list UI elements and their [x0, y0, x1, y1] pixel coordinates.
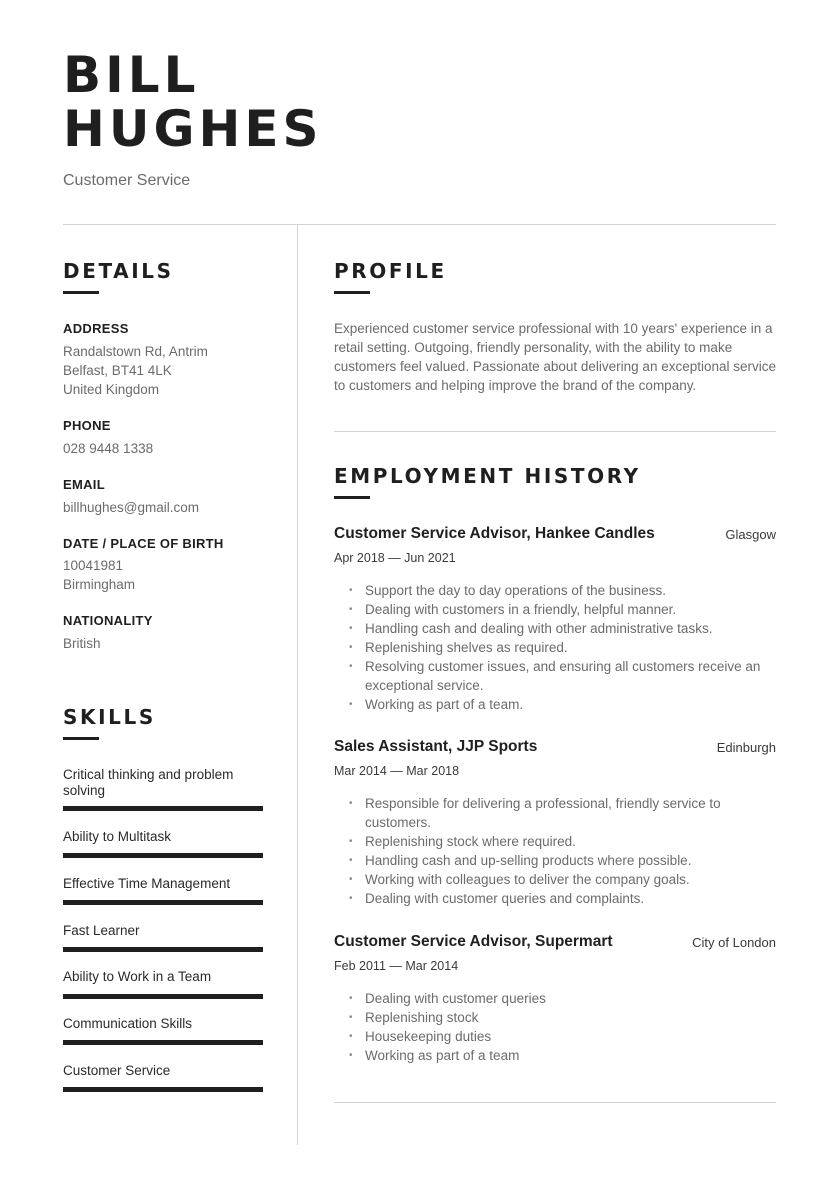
- last-name: HUGHES: [63, 100, 323, 158]
- job-title: Customer Service: [63, 172, 191, 189]
- list-item: • Replenishing stock: [334, 1008, 776, 1027]
- phone-value: 028 9448 1338: [63, 441, 154, 456]
- list-item: • Replenishing shelves as required.: [334, 638, 776, 657]
- skill-item: [63, 767, 263, 799]
- first-name: BILL: [63, 46, 200, 104]
- list-item: • Resolving customer issues, and ensuring all customers receive an exceptional service.: [334, 657, 776, 695]
- job-duties: [334, 794, 776, 908]
- birth-place: Birmingham: [63, 577, 136, 592]
- skill-level-bar: [63, 1087, 263, 1092]
- address-line-3: United Kingdom: [63, 382, 160, 397]
- list-item: • Handling cash and dealing with other administrative tasks.: [334, 619, 776, 638]
- email-value[interactable]: billhughes@gmail.com: [63, 500, 200, 515]
- birth-label: DATE / PLACE OF BIRTH: [63, 536, 224, 551]
- job-header: [334, 933, 776, 953]
- birth-date: 10041981: [63, 558, 124, 573]
- job-header: [334, 525, 776, 545]
- skill-level-bar: [63, 900, 263, 905]
- job-city: Edinburgh: [716, 740, 776, 755]
- job-dates: Mar 2014 — Mar 2018: [334, 764, 460, 778]
- job-header: [334, 738, 776, 758]
- list-item: • Replenishing stock where required.: [334, 832, 776, 851]
- skill-level-bar: [63, 947, 263, 952]
- list-item: • Housekeeping duties: [334, 1027, 776, 1046]
- job-entry: [334, 525, 776, 714]
- skill-level-bar: [63, 1040, 263, 1045]
- skill-item: [63, 1016, 263, 1032]
- list-item: • Dealing with customer queries and complaints.: [334, 889, 776, 908]
- job-role: Customer Service Advisor, Hankee Candles: [334, 525, 655, 542]
- details-heading: DETAILS: [63, 259, 174, 283]
- job-role: Customer Service Advisor, Supermart: [334, 933, 613, 950]
- job-entry: [334, 738, 776, 908]
- list-item: • Working with colleagues to deliver the company goals.: [334, 870, 776, 889]
- list-item: • Working as part of a team: [334, 1046, 776, 1065]
- skills-heading-underline: [63, 737, 99, 740]
- profile-summary: Experienced customer service professional with 10 years' experience in a retail setting. Outgoing, friendly personality, with the ability to make customers feel valued. Passionate about delivering an exceptional service to customers and helping improve the brand of the company.: [334, 321, 777, 393]
- skill-name: Fast Learner: [63, 923, 140, 938]
- address-line-2: Belfast, BT41 4LK: [63, 363, 172, 378]
- skills-heading: SKILLS: [63, 705, 156, 729]
- skill-item: [63, 923, 263, 939]
- job-dates: Feb 2011 — Mar 2014: [334, 959, 459, 973]
- job-city: City of London: [692, 935, 776, 950]
- skill-name: Critical thinking and problem solving: [63, 767, 234, 798]
- header-divider: [63, 224, 776, 225]
- skill-name: Effective Time Management: [63, 876, 231, 891]
- skill-level-bar: [63, 853, 263, 858]
- list-item: • Responsible for delivering a professional, friendly service to customers.: [334, 794, 776, 832]
- phone-label: PHONE: [63, 418, 111, 433]
- column-divider: [297, 225, 298, 1145]
- job-entry: [334, 933, 776, 1065]
- details-heading-underline: [63, 291, 99, 294]
- list-item: • Support the day to day operations of the business.: [334, 581, 776, 600]
- employment-divider: [334, 1102, 776, 1103]
- list-item: • Dealing with customers in a friendly, helpful manner.: [334, 600, 776, 619]
- birth-value: [63, 556, 135, 594]
- skill-level-bar: [63, 806, 263, 811]
- profile-divider: [334, 431, 776, 432]
- job-dates: Apr 2018 — Jun 2021: [334, 551, 456, 565]
- skill-name: Ability to Multitask: [63, 829, 172, 844]
- skill-name: Ability to Work in a Team: [63, 969, 212, 984]
- candidate-name: [63, 48, 323, 156]
- job-duties: [334, 581, 776, 714]
- profile-heading-underline: [334, 291, 370, 294]
- list-item: • Dealing with customer queries: [334, 989, 776, 1008]
- job-city: Glasgow: [725, 527, 776, 542]
- list-item: • Working as part of a team.: [334, 695, 776, 714]
- nationality-value: British: [63, 636, 101, 651]
- skill-item: [63, 1063, 263, 1079]
- nationality-label: NATIONALITY: [63, 613, 153, 628]
- skill-item: [63, 876, 263, 892]
- skill-item: [63, 969, 263, 985]
- job-role: Sales Assistant, JJP Sports: [334, 738, 538, 755]
- skill-name: Customer Service: [63, 1063, 171, 1078]
- profile-heading: PROFILE: [334, 259, 447, 283]
- email-label: EMAIL: [63, 477, 105, 492]
- skill-level-bar: [63, 994, 263, 999]
- skill-item: [63, 829, 263, 845]
- list-item: • Handling cash and up-selling products where possible.: [334, 851, 776, 870]
- skill-name: Communication Skills: [63, 1016, 193, 1031]
- job-duties: [334, 989, 776, 1065]
- employment-heading: EMPLOYMENT HISTORY: [334, 464, 641, 488]
- employment-heading-underline: [334, 496, 370, 499]
- address-label: ADDRESS: [63, 321, 129, 336]
- address-value: [63, 342, 208, 399]
- address-line-1: Randalstown Rd, Antrim: [63, 344, 208, 359]
